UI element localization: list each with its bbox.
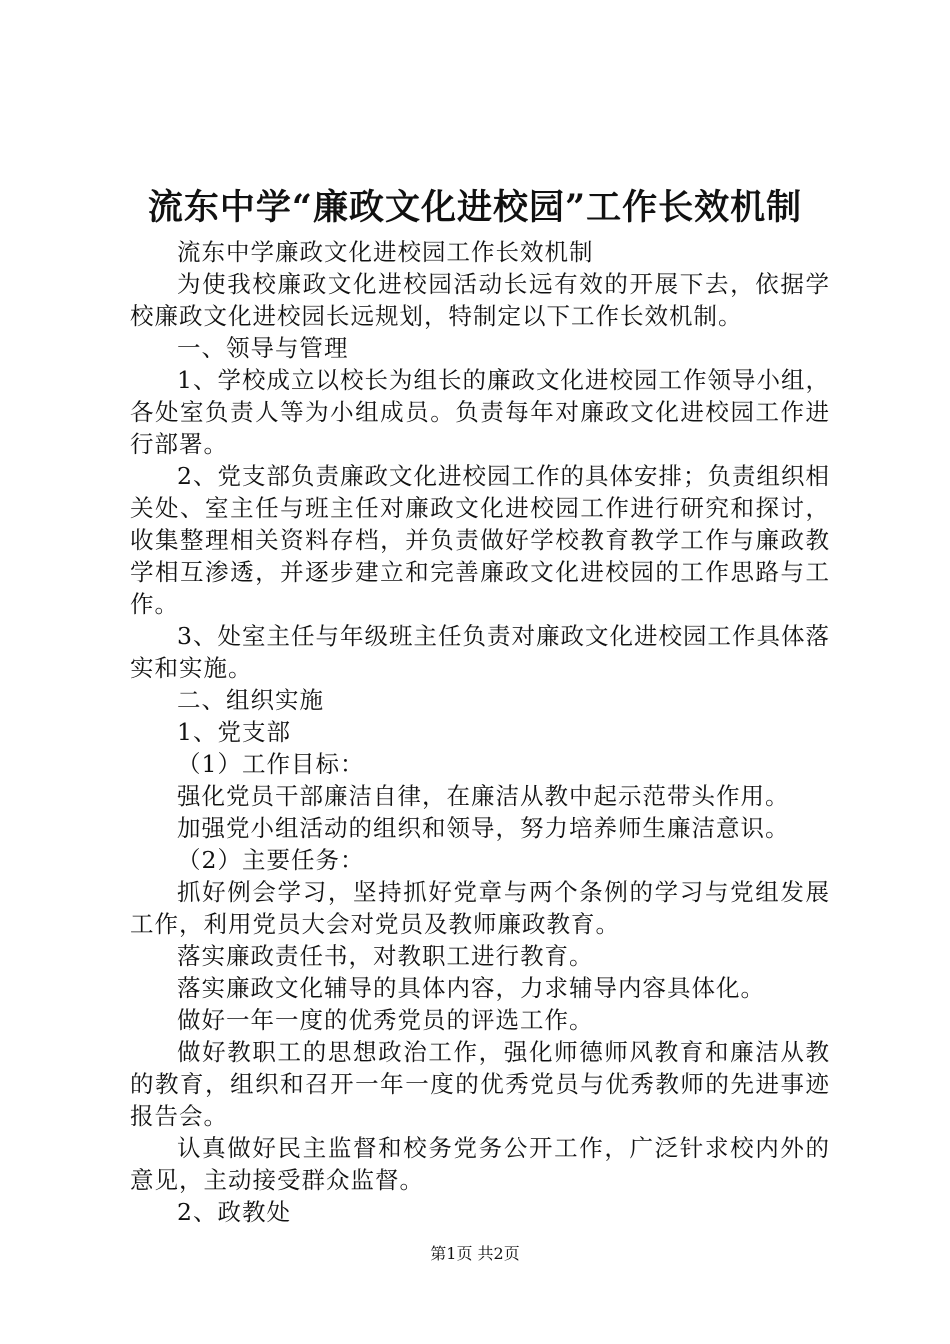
paragraph-intro: 为使我校廉政文化进校园活动长远有效的开展下去，依据学校廉政文化进校园长远规划，特制定以下工作长效机制。 [130, 270, 830, 330]
paragraph-task-6: 认真做好民主监督和校务党务公开工作，广泛针求校内外的意见，主动接受群众监督。 [130, 1134, 830, 1194]
subsection-heading-party-branch: 1、党支部 [177, 718, 291, 746]
section-heading-implementation: 二、组织实施 [177, 686, 324, 714]
paragraph-subtitle: 流东中学廉政文化进校园工作长效机制 [177, 238, 594, 266]
paragraph-task-5: 做好教职工的思想政治工作，强化师德师风教育和廉洁从教的教育，组织和召开一年一度的优秀党员与优秀教师的先进事迹报告会。 [130, 1038, 830, 1130]
paragraph-goal-1: 强化党员干部廉洁自律，在廉洁从教中起示范带头作用。 [177, 782, 790, 810]
subsection-heading-political-office: 2、政教处 [177, 1198, 291, 1226]
paragraph-task-3: 落实廉政文化辅导的具体内容，力求辅导内容具体化。 [177, 974, 765, 1002]
paragraph-goal-2: 加强党小组活动的组织和领导，努力培养师生廉洁意识。 [177, 814, 790, 842]
document-title: 流东中学“廉政文化进校园”工作长效机制 [147, 187, 803, 228]
paragraph-item-3: 3、处室主任与年级班主任负责对廉政文化进校园工作具体落实和实施。 [130, 622, 830, 682]
paragraph-task-2: 落实廉政责任书，对教职工进行教育。 [177, 942, 594, 970]
section-heading-leadership: 一、领导与管理 [177, 334, 349, 362]
paragraph-item-1: 1、学校成立以校长为组长的廉政文化进校园工作领导小组，各处室负责人等为小组成员。负责每年对廉政文化进校园工作进行部署。 [130, 366, 830, 458]
paragraph-task-4: 做好一年一度的优秀党员的评选工作。 [177, 1006, 594, 1034]
subsection-heading-tasks: （2）主要任务： [177, 846, 365, 874]
paragraph-item-2: 2、党支部负责廉政文化进校园工作的具体安排；负责组织相关处、室主任与班主任对廉政文化进校园工作进行研究和探讨，收集整理相关资料存档，并负责做好学校教育教学工作与廉政教学相互渗透，并逐步建立和完善廉政文化进校园的工作思路与工作。 [130, 462, 830, 618]
paragraph-task-1: 抓好例会学习，坚持抓好党章与两个条例的学习与党组发展工作，利用党员大会对党员及教师廉政教育。 [130, 878, 830, 938]
subsection-heading-goals: （1）工作目标： [177, 750, 365, 778]
document-body [130, 236, 830, 1228]
page-number-footer: 第1页 共2页 [430, 1244, 520, 1263]
